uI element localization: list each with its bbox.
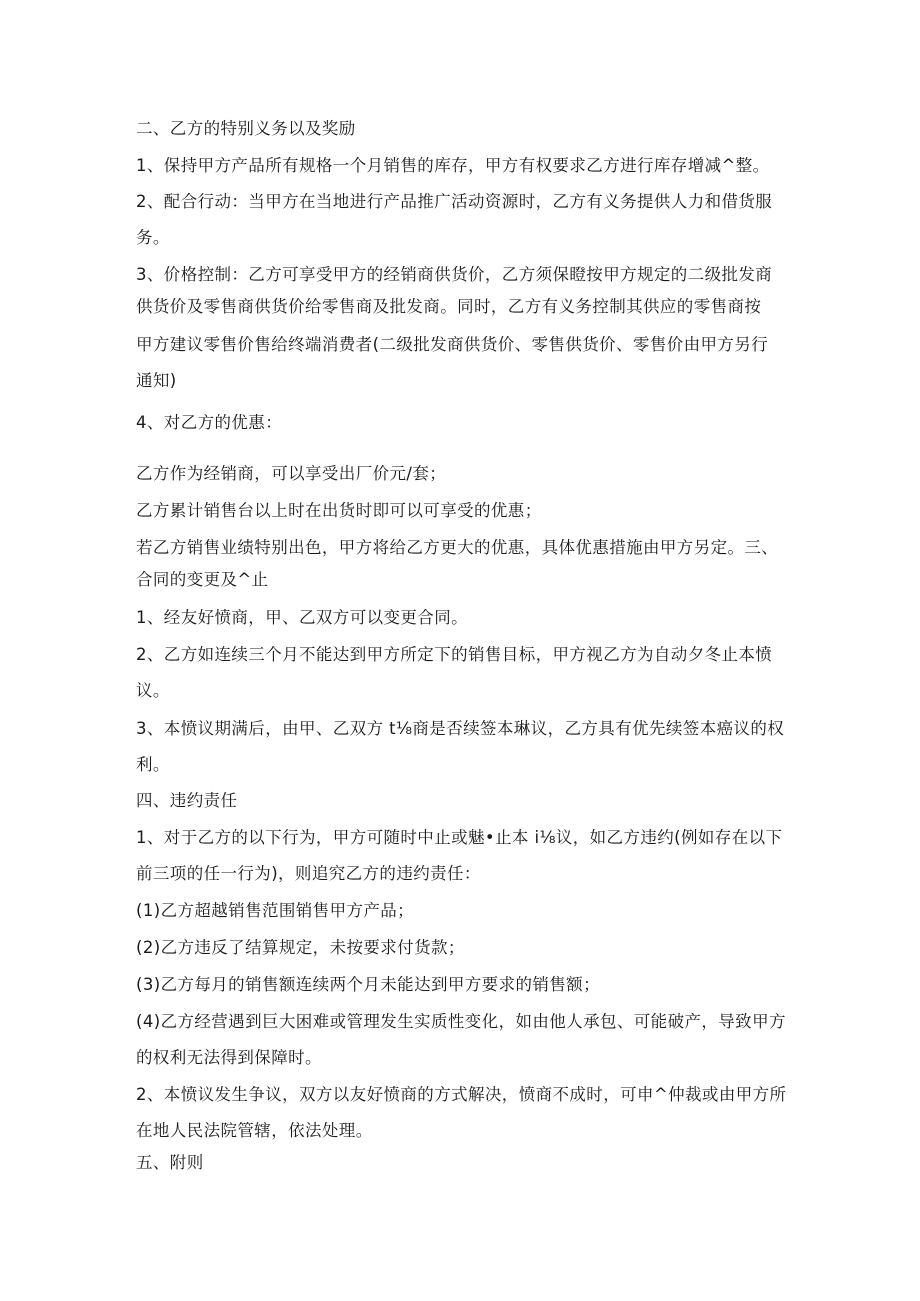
clause-2-3-cont-1: 供货价及零售商供货价给零售商及批发商。同时，乙方有义务控制其供应的零售商按 (136, 297, 762, 316)
clause-3-3: 3、本愤议期满后，由甲、乙双方 t⅛商是否续签本琳议，乙方具有优先续签本癌议的权 (136, 719, 785, 738)
discount-item-3: 若乙方销售业绩特别出色，甲方将给乙方更大的优惠，具体优惠措施由甲方另定。三、 (136, 538, 779, 557)
clause-2-1: 1、保持甲方产品所有规格一个月销售的库存，甲方有权要求乙方进行库存增减^整。 (136, 156, 770, 175)
clause-2-2-cont: 务。 (136, 228, 170, 247)
discount-item-2: 乙方累计销售台以上时在出货时即可以可享受的优惠； (136, 501, 542, 520)
clause-4-2: 2、本愤议发生争议，双方以友好愤商的方式解决，愤商不成时，可申^仲裁或由甲方所 (136, 1085, 787, 1104)
clause-4-1-cont: 前三项的任一行为)，则追究乙方的违约责任： (136, 864, 481, 883)
clause-2-4: 4、对乙方的优惠： (136, 413, 283, 432)
clause-3-1: 1、经友好愤商，甲、乙双方可以变更合同。 (136, 608, 468, 627)
discount-item-1: 乙方作为经销商，可以享受出厂价元/套； (136, 464, 447, 483)
clause-2-3: 3、价格控制：乙方可享受甲方的经销商供货价，乙方须保瞪按甲方规定的二级批发商 (136, 265, 773, 284)
breach-item-4: (4)乙方经营遇到巨大困难或管理发生实质性变化，如由他人承包、可能破产，导致甲方 (136, 1012, 786, 1031)
breach-item-4-cont: 的权利无法得到保障时。 (136, 1048, 322, 1067)
clause-3-2-cont: 议。 (136, 681, 170, 700)
clause-3-2: 2、乙方如连续三个月不能达到甲方所定下的销售目标，甲方视乙方为自动夕冬止本愤 (136, 645, 773, 664)
breach-item-3: (3)乙方每月的销售额连续两个月未能达到甲方要求的销售额； (136, 975, 600, 994)
clause-2-3-cont-3: 通知) (136, 371, 177, 390)
breach-item-2: (2)乙方违反了结算规定，未按要求付货款； (136, 938, 465, 957)
clause-2-2: 2、配合行动：当甲方在当地进行产品推广活动资源时，乙方有义务提供人力和借货服 (136, 192, 773, 211)
clause-4-1: 1、对于乙方的以下行为，甲方可随时中止或魅•止本 i⅛议，如乙方违约(例如存在以下 (136, 828, 783, 847)
section-heading-3: 合同的变更及^止 (136, 570, 269, 589)
section-heading-5: 五、附则 (136, 1153, 204, 1172)
clause-2-3-cont-2: 甲方建议零售价售给终端消费者(二级批发商供货价、零售供货价、零售价由甲方另行 (136, 335, 769, 354)
clause-3-3-cont: 利。 (136, 755, 170, 774)
section-heading-2: 二、乙方的特别义务以及奖励 (136, 119, 356, 138)
breach-item-1: (1)乙方超越销售范围销售甲方产品； (136, 901, 415, 920)
clause-4-2-cont: 在地人民法院管辖，依法处理。 (136, 1121, 373, 1140)
section-heading-4: 四、违约责任 (136, 791, 238, 810)
